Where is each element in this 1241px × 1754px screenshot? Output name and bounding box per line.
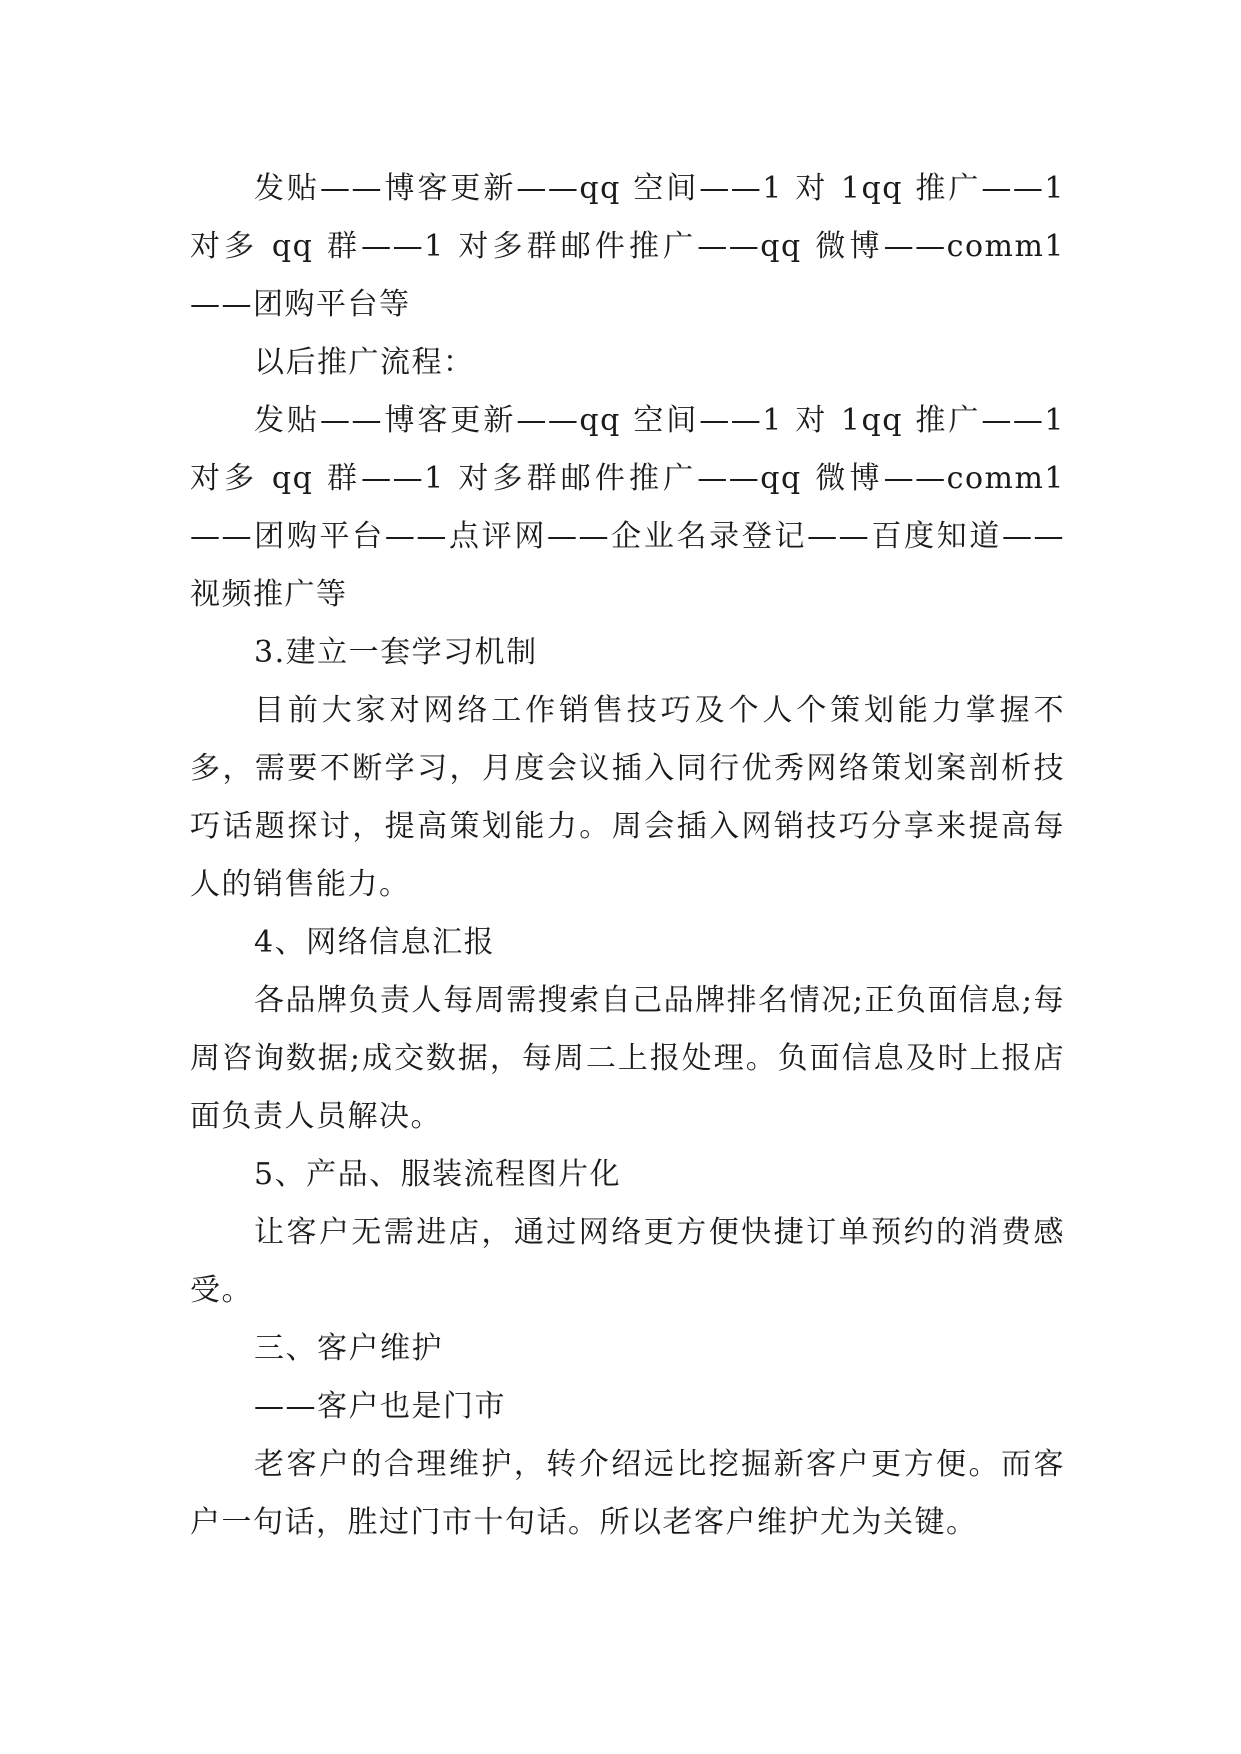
paragraph-network-info-report: 各品牌负责人每周需搜索自己品牌排名情况;正负面信息;每周咨询数据;成交数据，每周二上报处理。负面信息及时上报店面负责人员解决。 xyxy=(190,983,1065,1134)
paragraph-promotion-flow-future: 发贴——博客更新——qq 空间——1 对 1qq 推广——1 对多 qq 群——1 对多群邮件推广——qq 微博——comm1——团购平台——点评网——企业名录登记——百度知道——视频推广等 xyxy=(190,403,1065,612)
document-body xyxy=(190,160,1065,1552)
paragraph-customer-maintenance: 老客户的合理维护，转介绍远比挖掘新客户更方便。而客户一句话，胜过门市十句话。所以老客户维护尤为关键。 xyxy=(190,1447,1065,1540)
subheading-future-promotion-flow: 以后推广流程： xyxy=(254,345,475,380)
subheading-customer-is-store: ——客户也是门市 xyxy=(254,1389,506,1424)
section-heading-customer-maintenance: 三、客户维护 xyxy=(254,1331,443,1366)
paragraph-promotion-flow-current: 发贴——博客更新——qq 空间——1 对 1qq 推广——1 对多 qq 群——1 对多群邮件推广——qq 微博——comm1——团购平台等 xyxy=(190,171,1065,322)
section-heading-network-info-report: 4、网络信息汇报 xyxy=(254,925,496,960)
paragraph-learning-mechanism: 目前大家对网络工作销售技巧及个人个策划能力掌握不多，需要不断学习，月度会议插入同行优秀网络策划案剖析技巧话题探讨，提高策划能力。周会插入网销技巧分享来提高每人的销售能力。 xyxy=(190,693,1065,902)
section-heading-learning-mechanism: 3.建立一套学习机制 xyxy=(254,635,538,670)
paragraph-product-visualization: 让客户无需进店，通过网络更方便快捷订单预约的消费感受。 xyxy=(190,1215,1065,1308)
section-heading-product-visualization: 5、产品、服装流程图片化 xyxy=(254,1157,622,1192)
